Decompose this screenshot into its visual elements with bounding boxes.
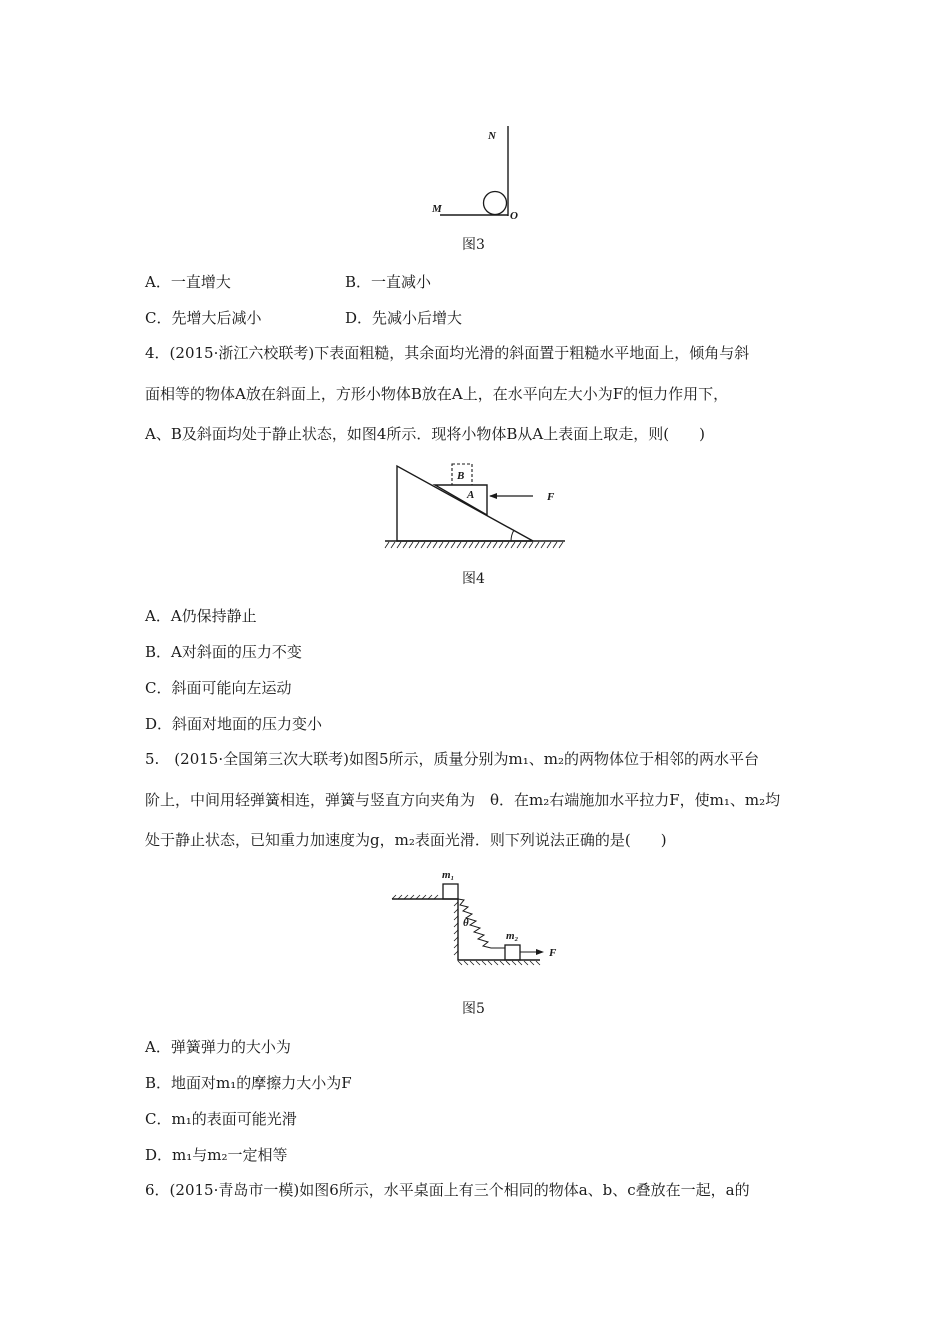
q4-option-a: A．A仍保持静止 bbox=[145, 607, 257, 625]
q4-option-c: C．斜面可能向左运动 bbox=[145, 679, 292, 697]
q5-stem-line-2: 阶上，中间用轻弹簧相连，弹簧与竖直方向夹角为 θ．在m₂右端施加水平拉力F，使m₁、m₂均 bbox=[145, 791, 781, 809]
figure-5-label-m2: m₂ bbox=[506, 930, 519, 942]
figure-4-caption: 图4 bbox=[462, 571, 485, 587]
figure-4-label-b: B bbox=[457, 470, 465, 482]
figure-5-label-f: F bbox=[549, 947, 557, 959]
q3-option-d: D．先减小后增大 bbox=[345, 309, 463, 327]
q5-option-c: C．m₁的表面可能光滑 bbox=[145, 1110, 297, 1128]
figure-3-label-m: M bbox=[432, 203, 442, 215]
figure-4-label-a: A bbox=[467, 489, 475, 501]
figure-3-label-o: O bbox=[510, 210, 518, 222]
q5-stem-line-1: 5. (2015·全国第三次大联考)如图5所示，质量分别为m₁、m₂的两物体位于相邻的两水平台 bbox=[145, 750, 759, 768]
figure-5-diagram bbox=[388, 866, 563, 968]
q4-option-b: B．A对斜面的压力不变 bbox=[145, 643, 302, 661]
figure-5-label-m1: m₁ bbox=[442, 869, 455, 881]
figure-3-caption: 图3 bbox=[462, 237, 485, 253]
q4-stem-line-2: 面相等的物体A放在斜面上，方形小物体B放在A上，在水平向左大小为F的恒力作用下， bbox=[145, 385, 729, 403]
q5-stem-line-3: 处于静止状态，已知重力加速度为g，m₂表面光滑．则下列说法正确的是( ) bbox=[145, 831, 667, 849]
q3-option-c: C．先增大后减小 bbox=[145, 309, 262, 327]
q5-option-b: B．地面对m₁的摩擦力大小为F bbox=[145, 1074, 352, 1092]
q4-stem-line-1: 4．(2015·浙江六校联考)下表面粗糙，其余面均光滑的斜面置于粗糙水平地面上，倾角与斜 bbox=[145, 344, 750, 362]
q3-option-a: A．一直增大 bbox=[145, 273, 231, 291]
figure-4-diagram bbox=[383, 458, 568, 550]
figure-3-label-n: N bbox=[488, 130, 496, 142]
q5-option-a: A．弹簧弹力的大小为 bbox=[145, 1038, 291, 1056]
figure-4-label-f: F bbox=[547, 491, 555, 503]
figure-3-diagram bbox=[420, 118, 530, 228]
q4-option-d: D．斜面对地面的压力变小 bbox=[145, 715, 323, 733]
q4-stem-line-3: A、B及斜面均处于静止状态，如图4所示．现将小物体B从A上表面上取走，则( ) bbox=[145, 425, 705, 443]
q3-option-b: B．一直减小 bbox=[345, 273, 432, 291]
figure-5-label-theta: θ bbox=[463, 917, 469, 929]
figure-5-caption: 图5 bbox=[462, 1001, 485, 1017]
q6-stem-line-1: 6．(2015·青岛市一模)如图6所示，水平桌面上有三个相同的物体a、b、c叠放在一起，a的 bbox=[145, 1181, 750, 1199]
q5-option-d: D．m₁与m₂一定相等 bbox=[145, 1146, 288, 1164]
